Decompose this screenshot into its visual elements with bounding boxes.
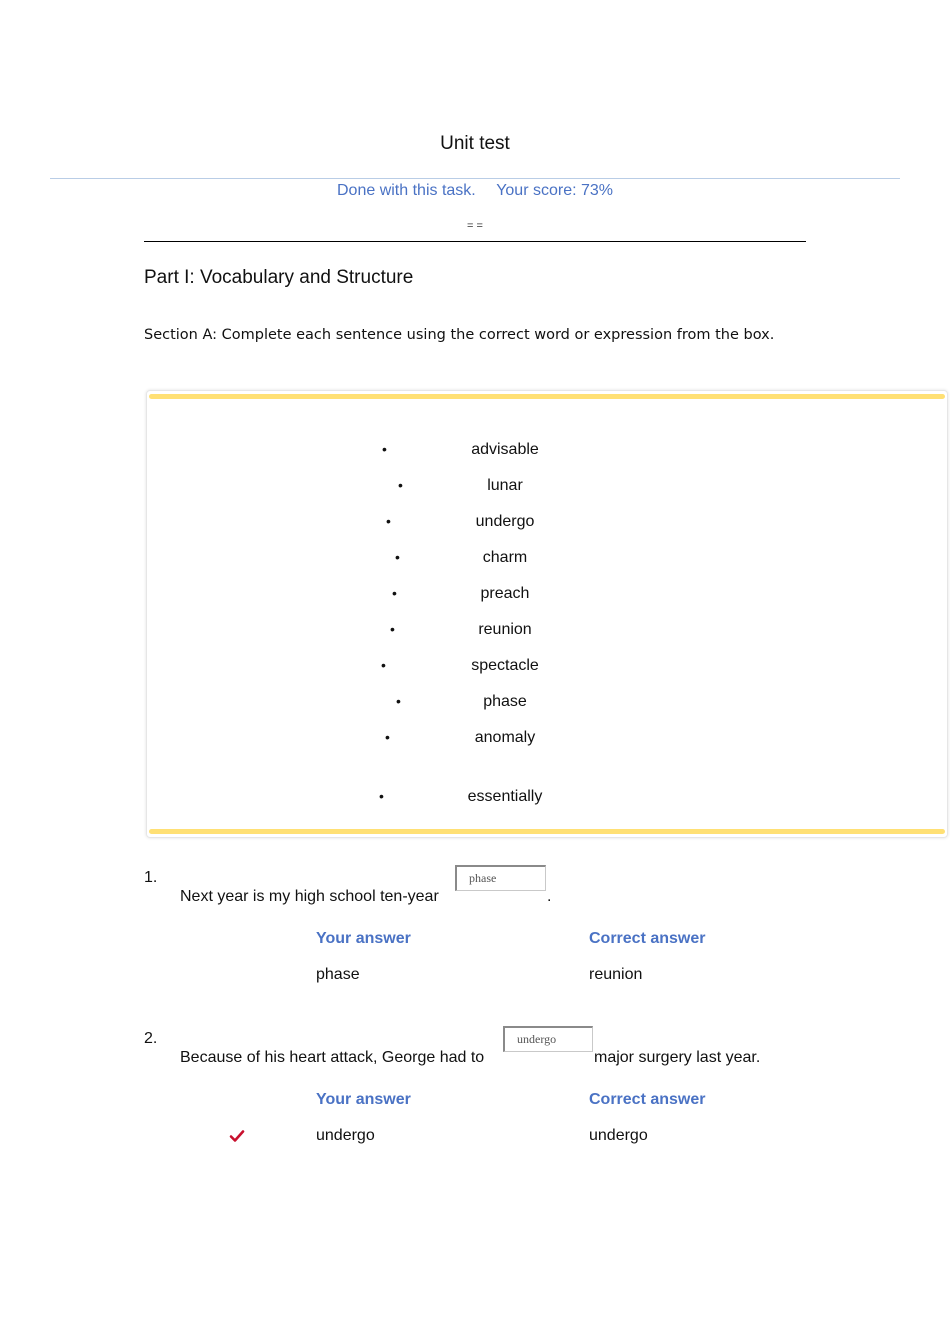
word-item: essentially [467,788,543,805]
your-answer-label: Your answer [316,930,411,947]
word-item: advisable [471,441,539,458]
question-1-correct-answer: reunion [589,966,643,983]
status-bar [0,182,950,200]
question-2-text-before: Because of his heart attack, George had to [180,1049,485,1066]
bullet-icon: • [396,693,401,709]
word-item: phase [483,693,527,710]
section-instructions: Section A: Complete each sentence using the correct word or expression from the box. [144,327,775,343]
question-2-correct-answer: undergo [589,1127,648,1144]
question-2-your-answer: undergo [316,1127,375,1144]
question-1-text-before: Next year is my high school ten-year [180,888,439,905]
word-item: charm [482,549,528,566]
bullet-icon: • [381,657,386,673]
title-divider [50,178,900,179]
word-item: anomaly [474,729,536,746]
part-heading: Part I: Vocabulary and Structure [144,267,414,288]
bullet-icon: • [385,729,390,745]
word-item: undergo [475,513,535,530]
word-item: preach [480,585,530,602]
correct-answer-label: Correct answer [589,1091,706,1108]
bullet-icon: • [382,441,387,457]
bullet-icon: • [386,513,391,529]
question-2-number: 2. [144,1030,158,1047]
bullet-icon: • [398,477,403,493]
word-box-top-bar [149,394,945,399]
status-done-text: Done with this task. [337,182,476,199]
question-1-answer-field[interactable]: phase [455,865,546,891]
page-title: Unit test [440,133,510,154]
question-2-answer-field[interactable]: undergo [503,1026,593,1052]
checkmark-icon [229,1128,245,1144]
word-item: spectacle [471,657,539,674]
word-box [146,390,948,838]
score-text: Your score: 73% [496,182,613,199]
word-item: lunar [487,477,523,494]
bullet-icon: • [390,621,395,637]
horizontal-rule [144,241,806,242]
question-2-text-after: major surgery last year. [594,1049,761,1066]
word-item: reunion [478,621,532,638]
your-answer-label: Your answer [316,1091,411,1108]
bullet-icon: • [392,585,397,601]
question-1-text-after: . [547,888,552,905]
correct-answer-label: Correct answer [589,930,706,947]
bullet-icon: • [395,549,400,565]
question-1-number: 1. [144,869,158,886]
word-box-bottom-bar [149,829,945,834]
bullet-icon: • [379,788,384,804]
question-1-your-answer: phase [316,966,360,983]
separator-glyph: = = [467,220,483,232]
